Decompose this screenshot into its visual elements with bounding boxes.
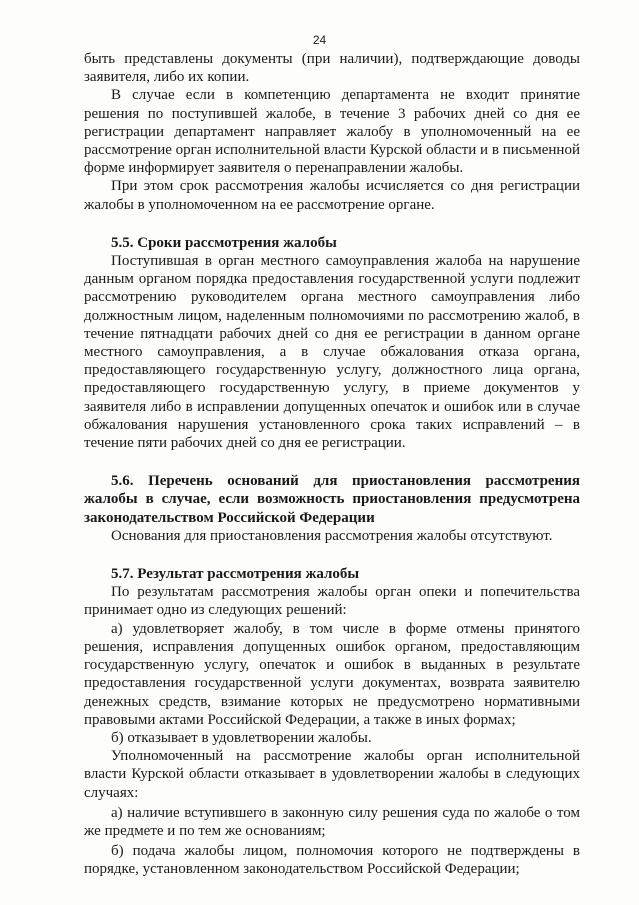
- document-body: [84, 50, 580, 879]
- paragraph: По результатам рассмотрения жалобы орган опеки и попечительства принимает одно из следующих решений:: [84, 584, 580, 619]
- list-item: а) удовлетворяет жалобу, в том числе в форме отмены принятого решения, исправления допущенных ошибок органом, предоставляющим государственную услугу, опечаток и ошибок в выданных в результате предоставления государственной услуги документах, возврата заявителю денежных средств, взимание которых не предусмотрено нормативными правовыми актами Российской Федерации, а также в иных формах;: [84, 620, 580, 728]
- section-5-5-text: Поступившая в орган местного самоуправления жалоба на нарушение данным органом порядка предоставления государственной услуги подлежит рассмотрению руководителем органа местного самоуправления либо должностным лицом, наделенным полномочиями по рассмотрению жалоб, в течение пятнадцати рабочих дней со дня ее регистрации в данном органе местного самоуправления, а в случае обжалования отказа органа, предоставляющего государственную услугу, должностного лица органа, предоставляющего государственную услугу, в приеме документов у заявителя либо в исправлении допущенных опечаток и ошибок или в случае обжалования нарушения установленного срока таких исправлений – в течение пяти рабочих дней со дня ее регистрации.: [84, 253, 580, 452]
- page-number: 24: [312, 33, 327, 47]
- section-heading-5-7: 5.7. Результат рассмотрения жалобы: [111, 566, 360, 583]
- list-item: а) наличие вступившего в законную силу решения суда по жалобе о том же предмете и по тем же основаниям;: [84, 804, 580, 839]
- list-item: б) отказывает в удовлетворении жалобы.: [111, 729, 372, 746]
- section-5-6-text: Основания для приостановления рассмотрения жалобы отсутствуют.: [111, 527, 553, 544]
- section-heading-5-6: 5.6. Перечень оснований для приостановления рассмотрения жалобы в случае, если возможность приостановления предусмотрена законодательством Российской Федерации: [84, 473, 580, 526]
- paragraph: При этом срок рассмотрения жалобы исчисляется со дня регистрации жалобы в уполномоченном на ее рассмотрение органе.: [84, 178, 580, 213]
- paragraph: Уполномоченный на рассмотрение жалобы орган исполнительной власти Курской области отказывает в удовлетворении жалобы в следующих случаях:: [84, 748, 580, 801]
- list-item: б) подача жалобы лицом, полномочия которого не подтверждены в порядке, установленном законодательством Российской Федерации;: [84, 843, 580, 878]
- paragraph: быть представлены документы (при наличии), подтверждающие доводы заявителя, либо их копии.: [84, 51, 580, 86]
- paragraph: В случае если в компетенцию департамента не входит принятие решения по поступившей жалобе, в течение 3 рабочих дней со дня ее регистрации департамент направляет жалобу в уполномоченный на ее рассмотрение орган исполнительной власти Курской области и в письменной форме информирует заявителя о перенаправлении жалобы.: [84, 87, 580, 177]
- section-heading-5-5: 5.5. Сроки рассмотрения жалобы: [111, 234, 337, 251]
